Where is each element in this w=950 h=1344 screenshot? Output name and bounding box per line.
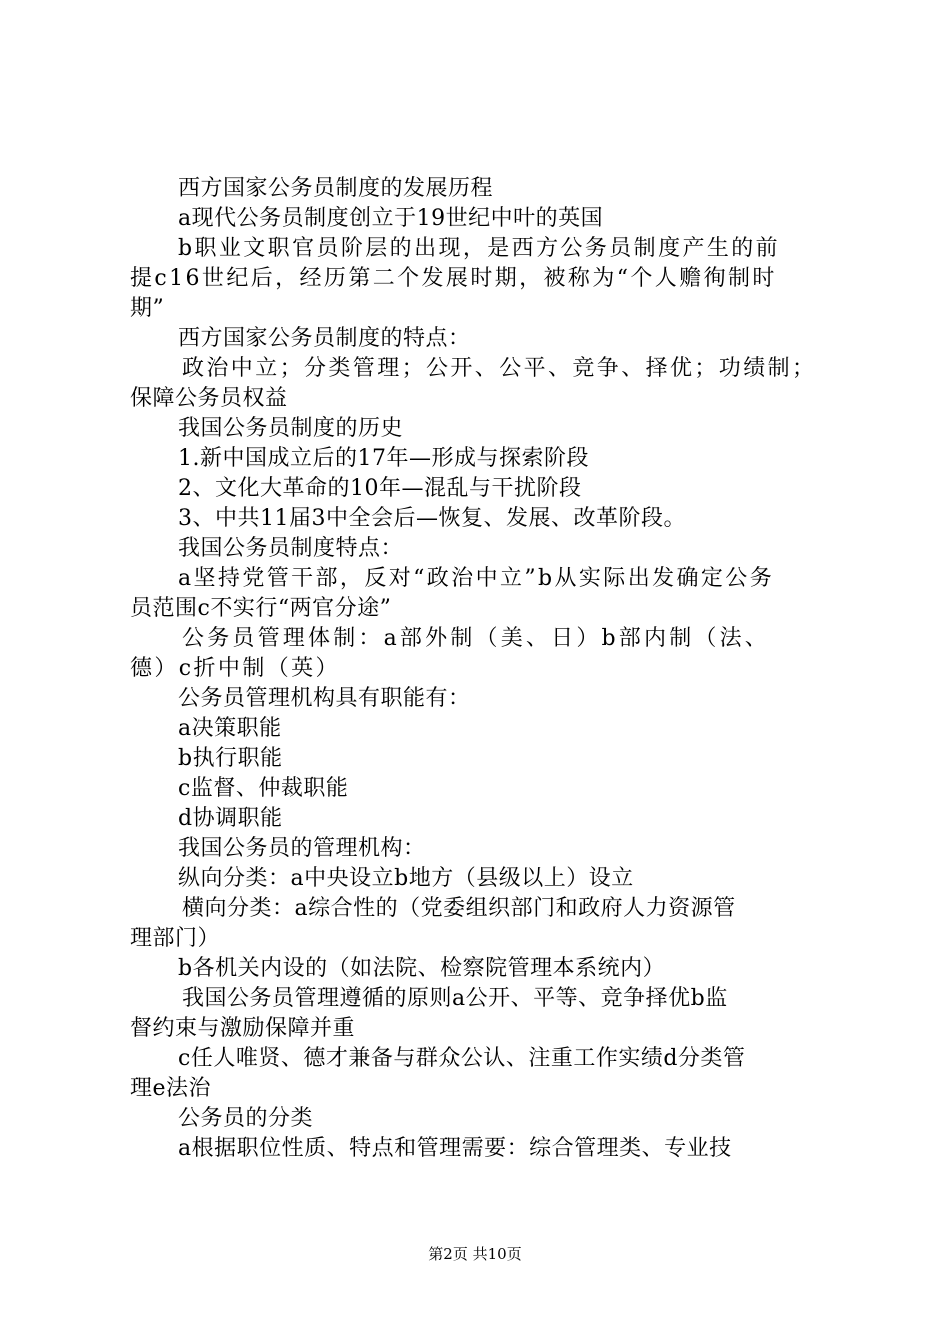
paragraph-line: 理部门） bbox=[130, 926, 221, 951]
paragraph-line: 公务员管理体制：a部外制（美、日）b部内制（法、 bbox=[182, 626, 771, 651]
list-item: a决策职能 bbox=[178, 716, 282, 741]
paragraph-line: 提c16世纪后，经历第二个发展时期，被称为“个人赡徇制时 bbox=[130, 266, 777, 291]
paragraph-line: a现代公务员制度创立于19世纪中叶的英国 bbox=[178, 206, 604, 231]
page-number-footer: 第2页 共10页 bbox=[428, 1245, 522, 1263]
paragraph-line: c任人唯贤、德才兼备与群众公认、注重工作实绩d分类管 bbox=[178, 1046, 746, 1071]
paragraph-line: 督约束与激励保障并重 bbox=[130, 1016, 356, 1041]
paragraph-line: a坚持党管干部，反对“政治中立”b从实际出发确定公务 bbox=[178, 566, 775, 591]
heading-management-agencies: 我国公务员的管理机构： bbox=[178, 836, 426, 861]
heading-management-functions: 公务员管理机构具有职能有： bbox=[178, 686, 471, 711]
paragraph-line: b职业文职官员阶层的出现，是西方公务员制度产生的前 bbox=[178, 236, 781, 261]
paragraph-line: 纵向分类：a中央设立b地方（县级以上）设立 bbox=[178, 866, 634, 891]
paragraph-line: b各机关内设的（如法院、检察院管理本系统内） bbox=[178, 956, 666, 981]
list-item: b执行职能 bbox=[178, 746, 283, 771]
paragraph-line: 横向分类：a综合性的（党委组织部门和政府人力资源管 bbox=[182, 896, 736, 921]
paragraph-line: 保障公务员权益 bbox=[130, 386, 288, 411]
paragraph-line: 我国公务员管理遵循的原则a公开、平等、竞争择优b监 bbox=[182, 986, 728, 1011]
list-item: 1.新中国成立后的17年—形成与探索阶段 bbox=[178, 446, 589, 471]
paragraph-line: 期” bbox=[130, 296, 165, 321]
heading-classification: 公务员的分类 bbox=[178, 1106, 314, 1131]
heading-western-development: 西方国家公务员制度的发展历程 bbox=[178, 176, 494, 201]
paragraph-line: 政治中立；分类管理；公开、公平、竞争、择优；功绩制； bbox=[182, 356, 817, 381]
heading-western-features: 西方国家公务员制度的特点： bbox=[178, 326, 471, 351]
list-item: c监督、仲裁职能 bbox=[178, 776, 349, 801]
paragraph-line: 理e法治 bbox=[130, 1076, 212, 1101]
heading-china-history: 我国公务员制度的历史 bbox=[178, 416, 404, 441]
list-item: 3、中共11届3中全会后—恢复、发展、改革阶段。 bbox=[178, 506, 686, 531]
paragraph-line: 员范围c不实行“两官分途” bbox=[130, 596, 392, 621]
list-item: 2、文化大革命的10年—混乱与干扰阶段 bbox=[178, 476, 582, 501]
heading-china-features: 我国公务员制度特点： bbox=[178, 536, 404, 561]
paragraph-line: 德）c折中制（英） bbox=[130, 656, 340, 681]
list-item: d协调职能 bbox=[178, 806, 283, 831]
document-body bbox=[130, 174, 830, 1164]
paragraph-line: a根据职位性质、特点和管理需要：综合管理类、专业技 bbox=[178, 1136, 732, 1161]
